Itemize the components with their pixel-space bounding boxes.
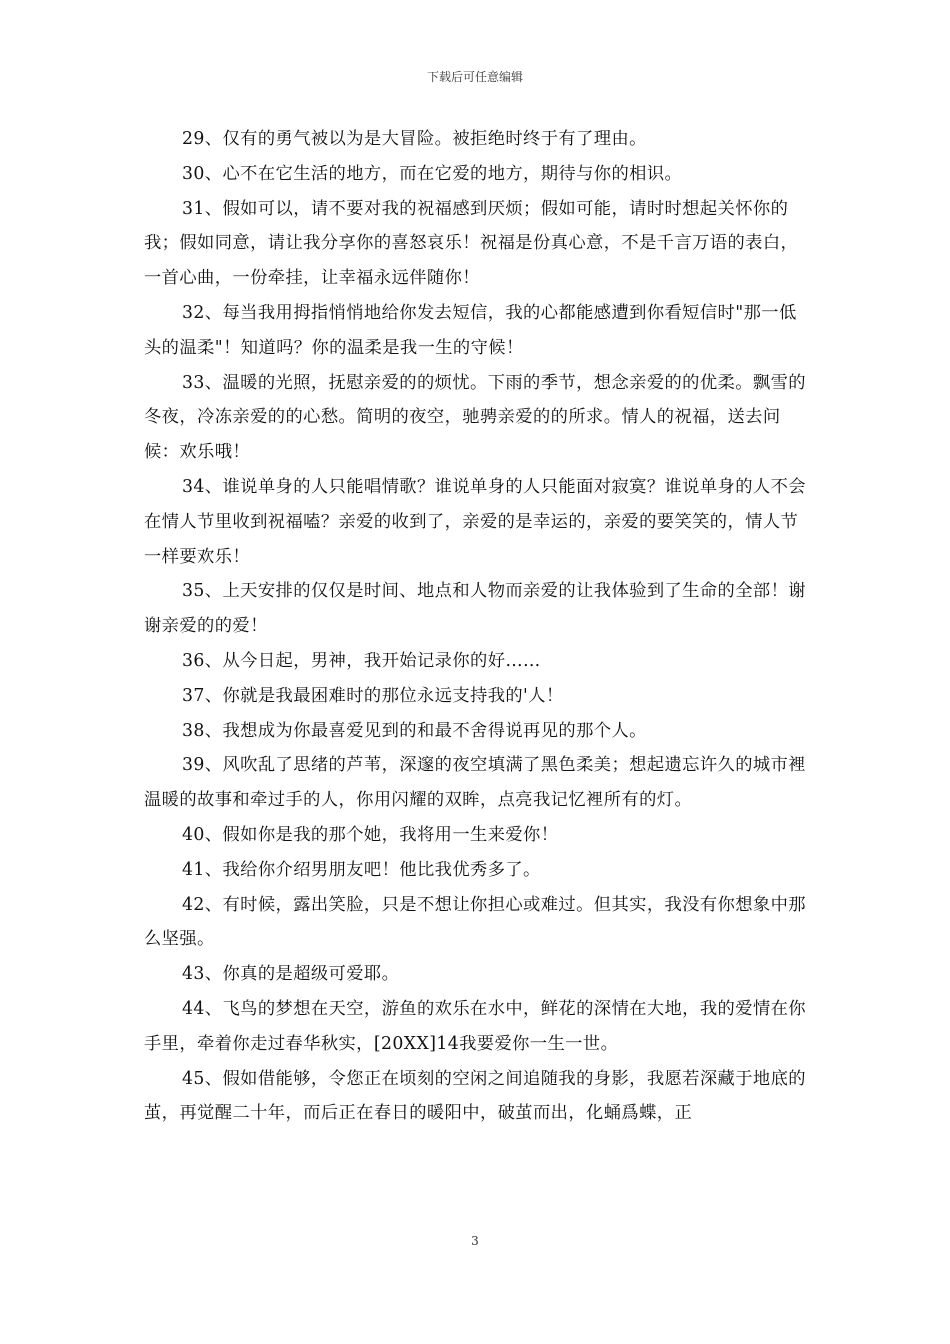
paragraph-39: 39、风吹乱了思绪的芦苇，深邃的夜空填满了黑色柔美；想起遗忘许久的城市裡温暖的故事和牵过手的人，你用闪耀的双眸，点亮我记忆裡所有的灯。 [144, 755, 806, 811]
paragraph-36: 36、从今日起，男神，我开始记录你的好…… [182, 650, 541, 671]
body-text [144, 122, 808, 1131]
paragraph-31: 31、假如可以，请不要对我的祝福感到厌烦；假如可能，请时时想起关怀你的我；假如同意，请让我分享你的喜怒哀乐！祝福是份真心意，不是千言万语的表白，一首心曲，一份牵挂，让幸福永远伴随你！ [144, 198, 799, 289]
paragraph-34: 34、谁说单身的人只能唱情歌？谁说单身的人只能面对寂寞？谁说单身的人不会在情人节里收到祝福嗑？亲爱的收到了，亲爱的是幸运的，亲爱的要笑笑的，情人节一样要欢乐！ [144, 476, 806, 567]
page-header: 下载后可任意编辑 [426, 70, 523, 84]
paragraph-42: 42、有时候，露出笑脸，只是不想让你担心或难过。但其实，我没有你想象中那么坚强。 [144, 894, 806, 950]
page-number: 3 [471, 1234, 479, 1248]
paragraph-38: 38、我想成为你最喜爱见到的和最不舍得说再见的那个人。 [182, 720, 647, 741]
paragraph-40: 40、假如你是我的那个她，我将用一生来爱你！ [182, 824, 559, 845]
paragraph-41: 41、我给你介绍男朋友吧！他比我优秀多了。 [182, 859, 541, 880]
paragraph-45: 45、假如借能够，令您正在顷刻的空闲之间追随我的身影，我愿若深藏于地底的茧，再觉醒二十年，而后正在春日的暖阳中，破茧而出，化蛹爲蝶，正 [144, 1068, 806, 1124]
paragraph-43: 43、你真的是超级可爱耶。 [182, 964, 400, 985]
paragraph-35: 35、上天安排的仅仅是时间、地点和人物而亲爱的让我体验到了生命的全部！谢谢亲爱的的爱！ [144, 581, 806, 637]
paragraph-44: 44、飞鸟的梦想在天空，游鱼的欢乐在水中，鲜花的深情在大地，我的爱情在你手里，牵着你走过春华秋实，[20XX]14我要爱你一生一世。 [144, 998, 806, 1054]
paragraph-37: 37、你就是我最困难时的那位永远支持我的'人！ [182, 685, 564, 706]
paragraph-33: 33、温暖的光照，抚慰亲爱的的烦忧。下雨的季节，想念亲爱的的优柔。飘雪的冬夜，冷冻亲爱的的心愁。简明的夜空，驰骋亲爱的的所求。情人的祝福，送去问候：欢乐哦！ [144, 372, 806, 463]
paragraph-29: 29、仅有的勇气被以为是大冒险。被拒绝时终于有了理由。 [182, 129, 647, 149]
paragraph-32: 32、每当我用拇指悄悄地给你发去短信，我的心都能感遭到你看短信时"那一低头的温柔"！知道吗？你的温柔是我一生的守候！ [144, 302, 797, 358]
paragraph-30: 30、心不在它生活的地方，而在它爱的地方，期待与你的相识。 [182, 163, 683, 184]
